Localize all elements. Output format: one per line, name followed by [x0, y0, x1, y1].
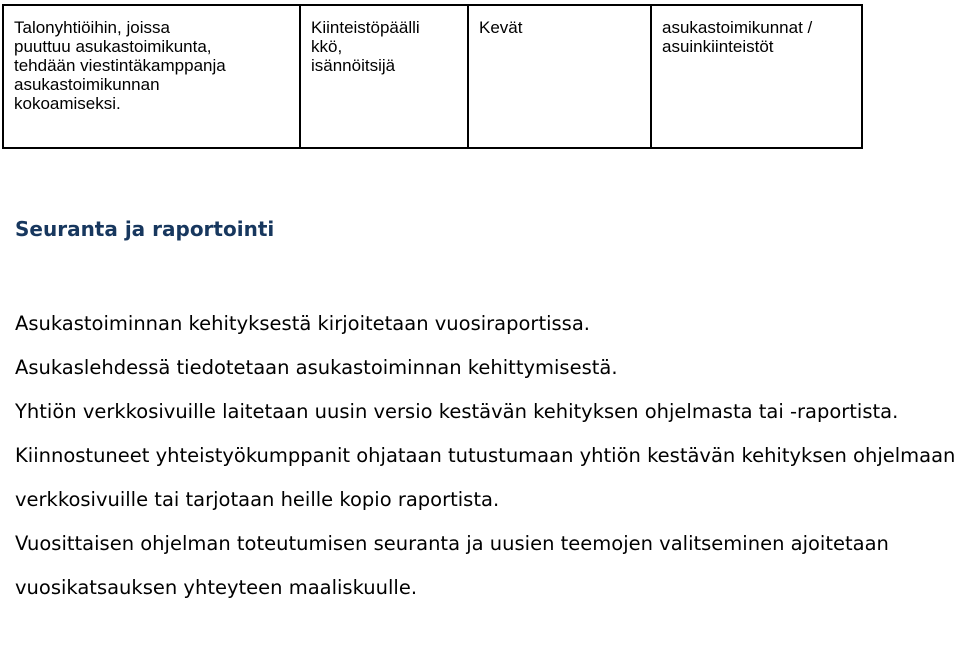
table-cell-action — [3, 5, 300, 148]
cell-text-action: Talonyhtiöihin, joissa puuttuu asukastoimikunta, tehdään viestintäkamppanja asukastoimikunnan kokoamiseksi. — [14, 18, 226, 113]
table-row — [3, 5, 862, 148]
paragraph-monitoring: Vuosittaisen ohjelman toteutumisen seuranta ja uusien teemojen valitseminen ajoitetaan vuosikatsauksen yhteyteen maaliskuulle. — [15, 532, 889, 599]
paragraph-resident-magazine: Asukaslehdessä tiedotetaan asukastoiminnan kehittymisestä. — [15, 356, 618, 379]
cell-text-responsible: Kiinteistöpäälli kkö, isännöitsijä — [311, 18, 420, 75]
paragraph-annual-report: Asukastoiminnan kehityksestä kirjoitetaan vuosiraportissa. — [15, 312, 590, 335]
cell-text-schedule: Kevät — [479, 18, 523, 37]
paragraph-website: Yhtiön verkkosivuille laitetaan uusin versio kestävän kehityksen ohjelmasta tai -raportista. — [15, 400, 899, 423]
cell-text-target: asukastoimikunnat / asuinkiinteistöt — [662, 18, 813, 56]
section-body — [15, 302, 960, 610]
table-cell-target — [651, 5, 862, 148]
paragraph-partners: Kiinnostuneet yhteistyökumppanit ohjataan tutustumaan yhtiön kestävän kehityksen ohjelmaan verkkosivuille tai tarjotaan heille kopio raportista. — [15, 444, 956, 511]
table-cell-schedule — [468, 5, 651, 148]
section-heading: Seuranta ja raportointi — [15, 217, 275, 241]
action-plan-table-wrapper — [2, 4, 863, 149]
table-cell-responsible — [300, 5, 468, 148]
action-plan-table — [2, 4, 863, 149]
